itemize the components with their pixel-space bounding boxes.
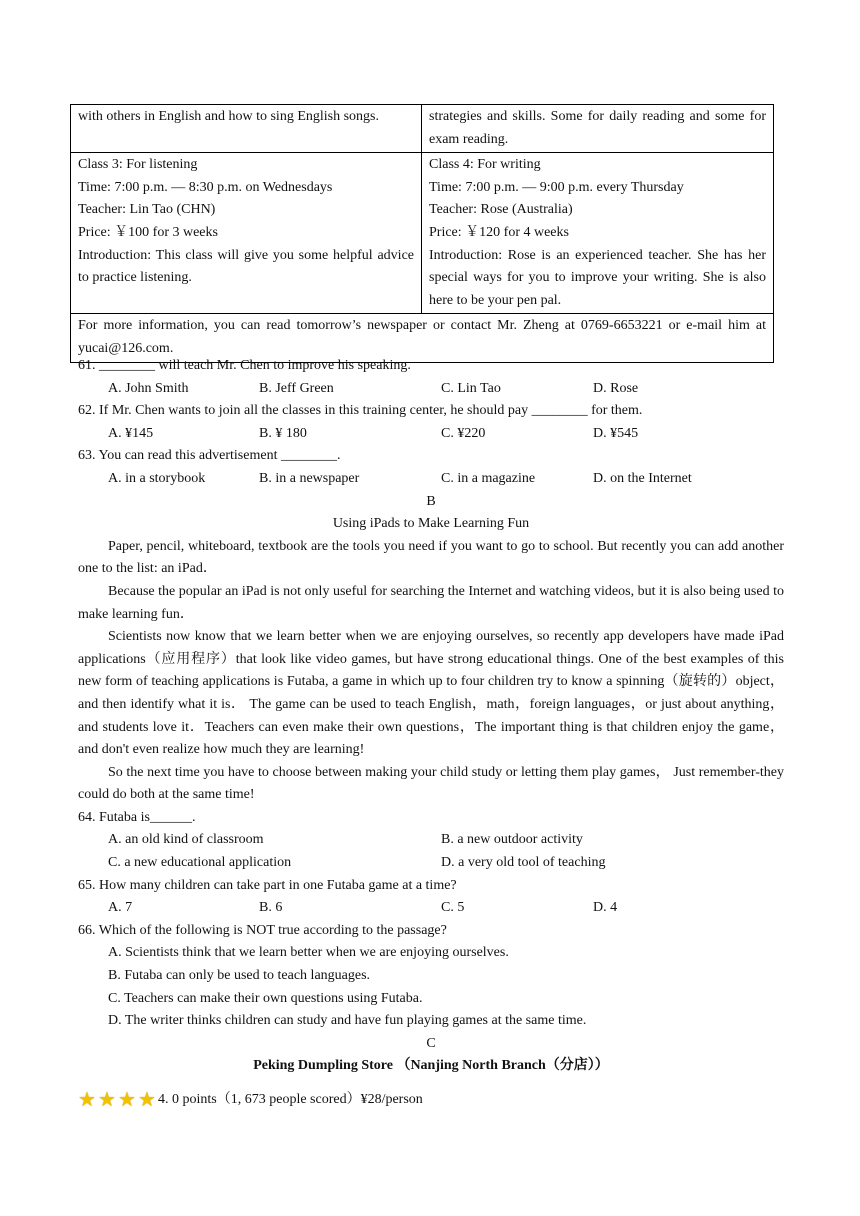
advertisement-table — [70, 104, 774, 363]
option-b: B. 6 — [259, 900, 283, 916]
class-teacher: Teacher: Lin Tao (CHN) — [78, 202, 216, 218]
passage-title: Using iPads to Make Learning Fun — [332, 516, 530, 532]
rating-stars — [78, 1088, 158, 1111]
table-row — [71, 105, 774, 153]
option-b: B. a new outdoor activity — [441, 832, 583, 848]
class-time: Time: 7:00 p.m. — 9:00 p.m. every Thursday — [429, 179, 684, 195]
store-title: Peking Dumpling Store （Nanjing North Branch（分店）） — [253, 1058, 609, 1074]
option-d: D. a very old tool of teaching — [441, 855, 606, 871]
question-63: 63. You can read this advertisement ________. — [78, 448, 341, 464]
option-b: B. Jeff Green — [259, 380, 334, 396]
option-b: B. ¥ 180 — [259, 425, 307, 441]
class-4-cell — [422, 153, 774, 314]
class-price: Price: ￥120 for 4 weeks — [429, 224, 569, 240]
option-c: C. Teachers can make their own questions using Futaba. — [108, 990, 423, 1006]
option-c: C. ¥220 — [441, 425, 486, 441]
question-65: 65. How many children can take part in one Futaba game at a time? — [78, 877, 457, 893]
class-3-cell — [71, 153, 422, 314]
rating-text: 4. 0 points（1, 673 people scored）¥28/person — [158, 1092, 423, 1107]
question-63-options — [108, 468, 784, 491]
option-a: A. John Smith — [108, 380, 189, 396]
option-a: A. Scientists think that we learn better when we are enjoying ourselves. — [108, 945, 509, 961]
question-64-options-row-1 — [108, 829, 784, 852]
question-64-options-row-2 — [108, 852, 784, 875]
star-icon: ★ — [98, 1088, 116, 1111]
option-d: D. Rose — [593, 380, 639, 396]
option-c: C. 5 — [441, 900, 465, 916]
option-a: A. in a storybook — [108, 470, 206, 486]
option-a: A. ¥145 — [108, 425, 154, 441]
section-b-letter: B — [426, 493, 436, 509]
class-intro: Introduction: Rose is an experienced teacher. She has her special ways for you to improve your writing. She is also here to be your pen pal. — [429, 247, 766, 308]
contact-info: For more information, you can read tomorrow’s newspaper or contact Mr. Zheng at 0769-6653221 or e-mail him at yucai@126.com. — [78, 318, 766, 356]
class-title: Class 3: For listening — [78, 157, 198, 173]
option-a: A. 7 — [108, 900, 133, 916]
option-b: B. Futaba can only be used to teach languages. — [108, 968, 371, 984]
star-icon: ★ — [118, 1088, 136, 1111]
table-cell — [422, 105, 774, 153]
section-c-letter: C — [426, 1035, 436, 1051]
passage-paragraph: Scientists now know that we learn better when we are enjoying ourselves, so recently app developers have made iPad applications（应用程序）that look like video games, but have strong educational things. One of the best examples of this new form of teaching applications is Futaba, a game in which up to four children try to know a spinning（旋转的）object，and then identify what it is． The game can be used to teach English，math，foreign languages，or just about anything，and students love it．Teachers can even make their own questions，The important thing is that children enjoy the game，and don't even realize how much they are learning! — [78, 629, 784, 758]
question-61-options — [108, 378, 784, 401]
class-title: Class 4: For writing — [429, 157, 541, 173]
class-time: Time: 7:00 p.m. — 8:30 p.m. on Wednesdays — [78, 179, 333, 195]
option-b: B. in a newspaper — [259, 470, 360, 486]
question-61: 61. ________ will teach Mr. Chen to improve his speaking. — [78, 358, 411, 373]
option-c: C. in a magazine — [441, 470, 536, 486]
document-body — [78, 355, 784, 1112]
passage-paragraph: So the next time you have to choose between making your child study or letting them play games， Just remember-they could do both at the same time! — [78, 764, 784, 803]
option-c: C. Lin Tao — [441, 380, 501, 396]
option-d: D. 4 — [593, 900, 618, 916]
option-a: A. an old kind of classroom — [108, 832, 264, 848]
question-65-options — [108, 897, 784, 920]
class-intro: Introduction: This class will give you some helpful advice to practice listening. — [78, 247, 414, 286]
table-cell — [71, 105, 422, 153]
option-d: D. ¥545 — [593, 425, 639, 441]
question-64: 64. Futaba is______. — [78, 809, 196, 825]
question-62-options — [108, 423, 784, 446]
passage-paragraph: Because the popular an iPad is not only useful for searching the Internet and watching videos, but it is also being used to make learning fun． — [78, 583, 784, 622]
store-rating — [78, 1089, 784, 1112]
cell-text: strategies and skills. Some for daily reading and some for exam reading. — [429, 109, 766, 147]
cell-text: with others in English and how to sing English songs. — [78, 109, 379, 124]
option-d: D. The writer thinks children can study and have fun playing games at the same time. — [108, 1013, 587, 1029]
class-price: Price: ￥100 for 3 weeks — [78, 224, 218, 240]
star-icon: ★ — [138, 1088, 156, 1111]
question-62: 62. If Mr. Chen wants to join all the classes in this training center, he should pay ________ for them. — [78, 403, 643, 419]
question-66: 66. Which of the following is NOT true according to the passage? — [78, 922, 447, 938]
class-teacher: Teacher: Rose (Australia) — [429, 202, 573, 218]
passage-paragraph: Paper, pencil, whiteboard, textbook are the tools you need if you want to go to school. But recently you can add another one to the list: an iPad． — [78, 538, 784, 577]
option-d: D. on the Internet — [593, 470, 692, 486]
table-row — [71, 153, 774, 314]
option-c: C. a new educational application — [108, 855, 292, 871]
star-icon: ★ — [78, 1088, 96, 1111]
